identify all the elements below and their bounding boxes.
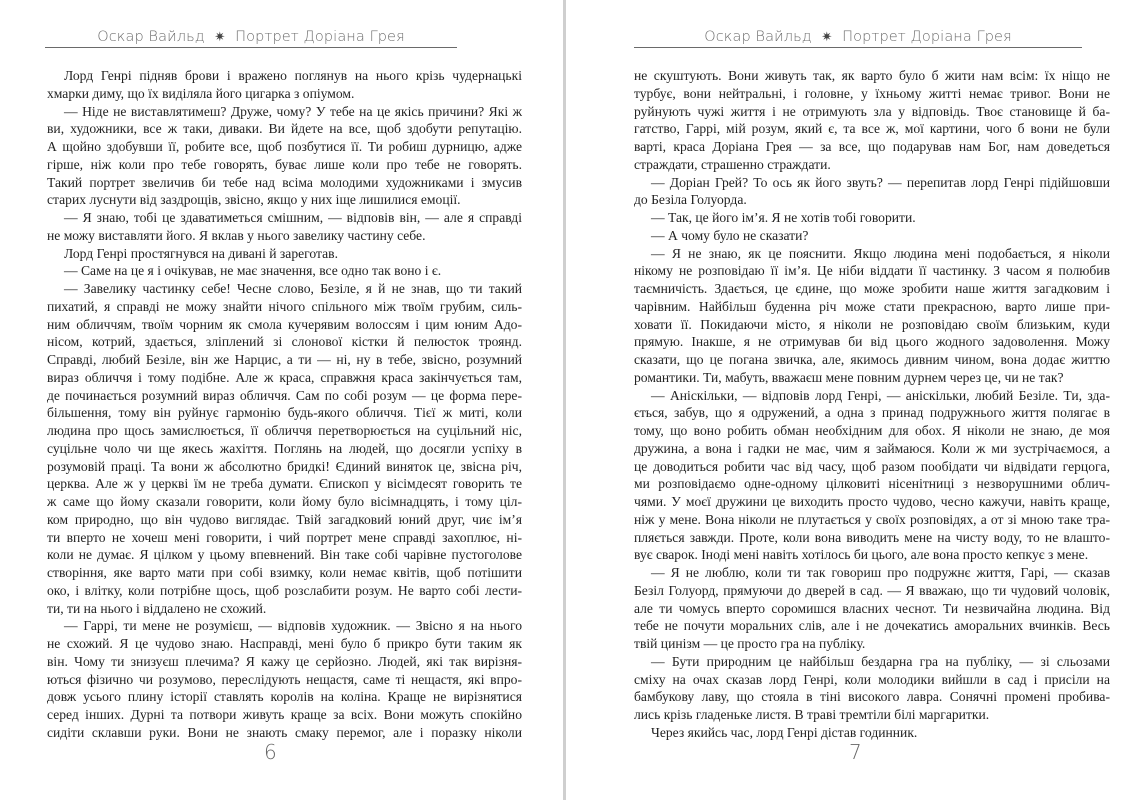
text-line: хмарки диму, що їх виділяла його цигарка з опіумом. — [47, 85, 355, 101]
text-line: таємничість. Здається, це єдине, що може зробити наше життя загадковим і — [634, 281, 1110, 296]
text-line: варті, краса Доріана Грея — за все, що подарував нам Бог, нам доведеться — [634, 139, 1110, 154]
text-line: розумовій праці. Та вони ж абсолютно бридкі! Єдиний виняток це, звісна річ, — [47, 458, 522, 474]
text-line: тебе не почути моральних слів, але і не дочекатись аморальних вчинків. Весь — [634, 618, 1110, 634]
text-line: ним обличчям, твоїм чорним як смола кучерявим волоссям і цим юним Адо- — [47, 316, 522, 332]
text-line: вує сварок. Іноді мені навіть хотілось би цього, але вона просто кепкує з мене. — [634, 547, 1089, 563]
running-head — [634, 27, 1082, 48]
text-line: — Гаррі, ти мене не розумієш, — відповів художник. — Звісно я на нього — [64, 618, 522, 634]
text-line: дружина, а вона і гадки не має, чим я займаюся. Коли ж ми зустрічаємося, а — [634, 440, 1110, 456]
text-line: довж усього плину історії ставлять королів на коліна. Краще не вирізнятися — [47, 689, 522, 705]
text-line: ком природно, що він чудово виглядає. Твій загадковий юний друг, чиє ім’я — [47, 511, 522, 527]
text-line: страждати, страшенно страждати. — [634, 156, 831, 172]
text-line: руйнують чужі життя і не отримують зла у відповідь. Твоє становище й ба- — [634, 103, 1110, 119]
text-line: не схожий. Я це чудово знаю. Насправді, мені було б прикро бути таким як — [47, 636, 522, 651]
text-line: Лорд Генрі простягнувся на дивані й зареготав. — [64, 245, 338, 261]
running-head-author: Оскар Вайльд — [97, 29, 205, 45]
text-line: тому, що воно робить обман необхідним для обох. Я ніколи не знаю, де моя — [634, 423, 1110, 438]
text-line: ж саме що йому сказали говорити, коли йому було вісімнадцять, і тому ціл- — [47, 494, 522, 509]
text-line: пихатий, я справді не можу знайти нічого спільного між твоїм грубим, силь- — [47, 298, 522, 314]
text-line: людина про щось замислюється, її обличчя перетворюється на суцільний ніс, — [47, 423, 522, 438]
right-page — [566, 0, 1130, 800]
text-line: ви, художники, все ж таки, диваки. Ви йдете на все, щоб здобути репутацію. — [47, 121, 522, 137]
text-line: нікому не розповідаю її ім’я. Це ніби віддати її частинку. З часом я полюбив — [634, 263, 1110, 279]
running-head-title: Портрет Доріана Грея — [842, 29, 1012, 45]
text-line: романтики. Ти, мабуть, вважаєш мене повним дурнем через це, чи не так? — [634, 369, 1064, 385]
text-line: — Я не знаю, як це пояснити. Якщо людина мені подобається, я ніколи — [651, 245, 1110, 261]
text-line: він. Чому ти знизуєш плечима? Я кажу це серйозно. Людей, які так вирізня- — [47, 653, 522, 669]
text-line: А щойно здобувши її, робите все, щоб позбутися її. Ти робиш дурницю, адже — [47, 139, 522, 154]
text-line: — Завелику частинку себе! Чесне слово, Безіле, я й не знав, що ти такий — [64, 281, 522, 296]
text-line: створіння, яке варто мати при собі взимку, коли немає квітів, щоб потішити — [47, 565, 522, 580]
text-line: коли не думає. Я цілком у цьому впевнений. Він таке собі чарівне пустоголове — [47, 547, 522, 563]
text-line: ховати її. Покидаючи місто, я ніколи не розповідаю своїм близьким, куди — [634, 316, 1110, 332]
text-line: — Ніде не виставлятимеш? Друже, чому? У тебе на це якісь причини? Які ж — [64, 103, 522, 119]
text-line: Через якийсь час, лорд Генрі дістав годинник. — [651, 724, 918, 740]
text-line: де починається розумний вираз обличчя. Сам по собі розум — це форма пере- — [47, 387, 522, 403]
text-line: суцільне чоло чи ще якесь жахіття. Поглянь на людей, що досягли успіху в — [47, 440, 522, 456]
text-line: не можу виставляти його. Я вклав у нього завелику частину себе. — [47, 227, 426, 243]
text-line: ти вперто не хочеш мені говорити, і чий портрет мене справді захоплює, ні- — [47, 529, 522, 545]
text-line: ються фізично чи розумово, переслідують нещастя, саме ті нещастя, які впро- — [47, 671, 522, 687]
text-line: це доводиться робити час від часу, щоб разом пообідати чи відвідати герцога, — [634, 458, 1110, 474]
text-line: ми розповідаємо одне-одному цілковиті нісенітниці з незворушними облич- — [634, 476, 1110, 492]
text-line: пляється завжди. Проте, коли вона виводить мене на чисту воду, то не влашто- — [634, 529, 1110, 545]
text-line: нісом, котрий, здається, зліплений зі слонової кістки й пелюсток троянд. — [47, 334, 522, 350]
running-head-title: Портрет Доріана Грея — [235, 29, 405, 45]
text-line: чарівним. Найбільш буденна річ може стати прекрасною, варто лише при- — [634, 298, 1110, 314]
page-number: 7 — [849, 740, 862, 764]
text-line: серед інших. Дурні та потвори живуть краще за всіх. Вони можуть спокійно — [47, 707, 522, 722]
text-line: Лорд Генрі підняв брови і вражено поглянув на нього крізь чудернацькі — [64, 68, 522, 83]
page-body-text — [634, 67, 1110, 742]
text-line: — Я знаю, тобі це здаватиметься смішним, — відповів він, — але я справді — [64, 210, 522, 225]
asterisk-separator-icon: ✷ — [821, 30, 833, 45]
text-line: лись крізь гладеньке листя. В траві тремтіли білі маргаритки. — [634, 707, 990, 722]
text-line: ніж у мене. Вона ніколи не плутається у своїх розповідях, а от зі мною таке тра- — [634, 511, 1110, 527]
text-line: сміху на очах сказав лорд Генрі, коли молодики вийшли в сад і присіли на — [634, 671, 1110, 687]
text-line: гатство, Гаррі, мій розум, який є, та все ж, мої картини, чого б вони не були — [634, 121, 1110, 137]
text-line: турбує, вони нейтральні, і головне, у їхньому житті немає тривог. Вони не — [634, 85, 1110, 101]
text-line: гірше, ніж коли про тебе говорять, буває лише коли про тебе не говорять. — [47, 156, 522, 172]
left-page — [0, 0, 563, 800]
text-line: — Аніскільки, — відповів лорд Генрі, — аніскільки, любий Безіле. Ти, зда- — [651, 387, 1110, 403]
text-line: чями. У моєї дружини це виходить просто чудово, чесно кажучи, навіть краще, — [634, 494, 1110, 509]
page-number: 6 — [264, 740, 277, 764]
text-line: — Доріан Грей? То ось як його звуть? — перепитав лорд Генрі підійшовши — [651, 174, 1110, 190]
text-line: — А чому було не сказати? — [651, 227, 809, 243]
text-line: не скуштують. Вони живуть так, як варто було б жити нам всім: їх ніщо не — [634, 68, 1110, 83]
text-line: Безіл Голуорд, прямуючи до дверей в сад. — Я вважаю, що ти чудовий чоловік, — [634, 582, 1110, 598]
text-line: але ти чомусь вперто соромишся власних чеснот. Ти незвичайна людина. Від — [634, 600, 1110, 616]
text-line: бамбукову лаву, що стояла в тіні високого лавра. Сонячні промені пробива- — [634, 689, 1110, 705]
text-line: Такий портрет звеличив би тебе над всіма молодими художниками і змусив — [47, 174, 522, 190]
text-line: твій цинізм — це просто гра на публіку. — [634, 636, 866, 651]
asterisk-separator-icon: ✷ — [214, 30, 226, 45]
text-line: більшення, тому він руйнує гармонію будь-якого обличчя. Тієї ж миті, коли — [47, 405, 522, 421]
text-line: старих луснути від заздрощів, звісно, якщо у них іще лишилися емоції. — [47, 192, 461, 208]
text-line: сказати, що це погана звичка, але, якимось дивним чином, вона додає життю — [634, 352, 1110, 367]
text-line: прямую. Інакше, я не отримував би від цього жодного задоволення. Можу — [634, 334, 1110, 350]
page-body-text — [47, 67, 522, 742]
text-line: ти, ти на нього і віддалено не схожий. — [47, 600, 267, 616]
running-head-author: Оскар Вайльд — [704, 29, 812, 45]
text-line: око, і влітку, коли потрібне щось, щоб розслабити розум. Не варто собі лести- — [47, 582, 522, 598]
text-line: Справді, любий Безіле, він же Нарцис, а ти — ні, ну в тебе, звісно, розумний — [47, 352, 522, 367]
text-line: ється, забув, що я одружений, а одна з принад подружнього життя полягає в — [634, 405, 1110, 421]
text-line: сидіти склавши руки. Вони не знають смаку перемог, але і поразку ніколи — [47, 724, 522, 740]
text-line: церква. Але ж у церкві їм не треба думати. Єпископ у вісімдесят говорить те — [47, 476, 522, 492]
text-line: — Так, це його ім’я. Я не хотів тобі говорити. — [651, 210, 916, 225]
text-line: до Безіла Голуорда. — [634, 192, 747, 208]
text-line: вираз обличчя і тому подібне. Але ж краса, справжня краса закінчується там, — [47, 369, 522, 385]
text-line: — Я не люблю, коли ти так говориш про подружнє життя, Гарі, — сказав — [651, 565, 1110, 580]
text-line: — Бути природним це найбільш бездарна гра на публіку, — зі сльозами — [651, 653, 1110, 669]
text-line: — Саме на це я і очікував, не має значення, все одно так воно і є. — [64, 263, 442, 279]
running-head — [45, 27, 457, 48]
